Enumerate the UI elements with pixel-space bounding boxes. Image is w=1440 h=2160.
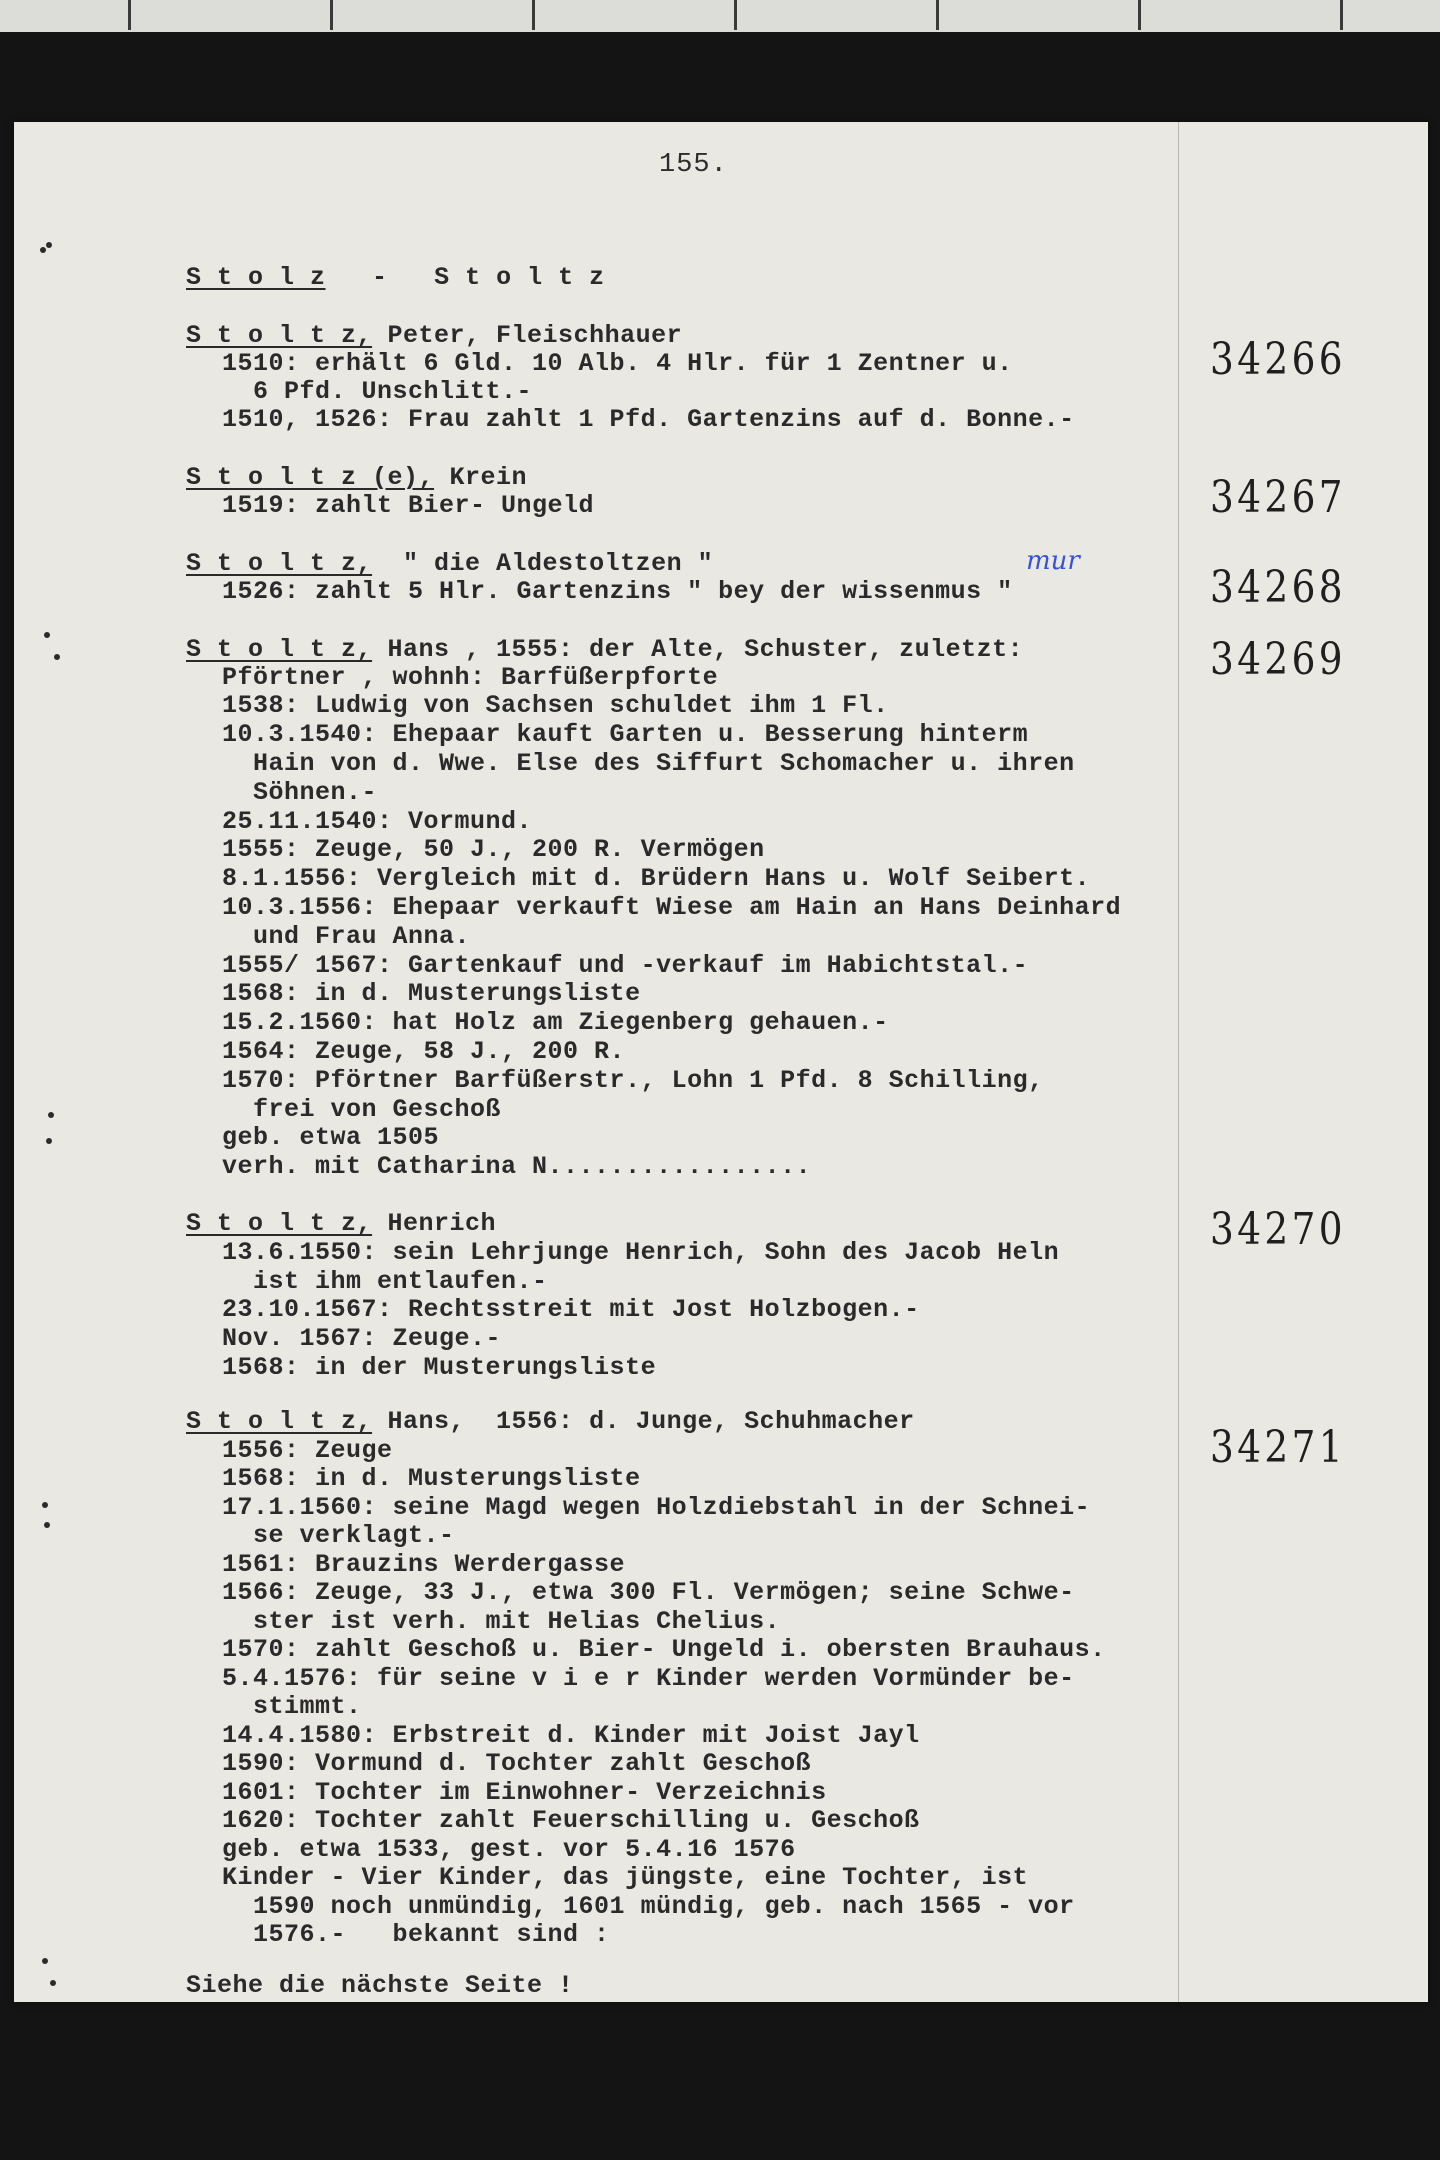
entry-line: ist ihm entlaufen.- (222, 1267, 548, 1296)
entry-title (186, 550, 713, 578)
entry-line: 1555/ 1567: Gartenkauf und -verkauf im Habichtstal.- (222, 951, 1029, 980)
surname: S t o l t z (e), (186, 463, 435, 492)
punch-hole (44, 632, 50, 638)
entry-line: 15.2.1560: hat Holz am Ziegenberg gehauen.- (222, 1008, 889, 1037)
title-details: Hans , 1555: der Alte, Schuster, zuletzt: (372, 635, 1024, 664)
entry-line: 23.10.1567: Rechtsstreit mit Jost Holzbogen.- (222, 1295, 920, 1324)
entry-line: 1526: zahlt 5 Hlr. Gartenzins " bey der wissenmus " (222, 577, 1013, 606)
punch-hole (48, 1112, 54, 1118)
strip-tick (1138, 0, 1141, 30)
page-number: 155. (659, 150, 728, 180)
entry-line: 10.3.1556: Ehepaar verkauft Wiese am Hain an Hans Deinhard (222, 893, 1122, 922)
punch-hole (54, 654, 60, 660)
heading-left: S t o l z (186, 263, 326, 292)
title-details: Krein (434, 463, 528, 492)
reference-number: 34266 (1210, 334, 1346, 385)
punch-hole (44, 1522, 50, 1528)
entry-line: 1576.- bekannt sind : (222, 1920, 610, 1949)
entry-line: geb. etwa 1505 (222, 1123, 440, 1152)
entry-line: 5.4.1576: für seine v i e r Kinder werden Vormünder be- (222, 1664, 1075, 1693)
entry-line: 1590: Vormund d. Tochter zahlt Geschoß (222, 1749, 812, 1778)
entry-line: Hain von d. Wwe. Else des Siffurt Schomacher u. ihren (222, 749, 1075, 778)
entry-line: 6 Pfd. Unschlitt.- (222, 377, 533, 406)
entry-line: se verklagt.- (222, 1521, 455, 1550)
entry-line: Söhnen.- (222, 778, 378, 807)
punch-hole (50, 1980, 56, 1986)
surname: S t o l t z, (186, 321, 373, 350)
surname: S t o l t z, (186, 1407, 373, 1436)
entry-line: 1590 noch unmündig, 1601 mündig, geb. nach 1565 - vor (222, 1892, 1075, 1921)
entry-line: 1561: Brauzins Werdergasse (222, 1550, 626, 1579)
strip-tick (936, 0, 939, 30)
punch-hole (42, 1502, 48, 1508)
entry-line: geb. etwa 1533, gest. vor 5.4.16 1576 (222, 1835, 796, 1864)
title-details: Henrich (372, 1209, 497, 1238)
entry-line: 1555: Zeuge, 50 J., 200 R. Vermögen (222, 835, 765, 864)
entry-title (186, 1210, 496, 1238)
entry-line: frei von Geschoß (222, 1095, 502, 1124)
title-details: Hans, 1556: d. Junge, Schuhmacher (372, 1407, 915, 1436)
entry-line: 1566: Zeuge, 33 J., etwa 300 Fl. Vermögen; seine Schwe- (222, 1578, 1075, 1607)
entry-line: und Frau Anna. (222, 922, 471, 951)
heading-dash: - (372, 263, 388, 292)
entry-line: 25.11.1540: Vormund. (222, 807, 533, 836)
strip-tick (330, 0, 333, 30)
reference-number: 34268 (1210, 562, 1346, 613)
entry-line: 1519: zahlt Bier- Ungeld (222, 491, 595, 520)
reference-number: 34270 (1210, 1204, 1346, 1255)
margin-line (1178, 122, 1179, 2002)
heading-right: S t o l t z (434, 263, 605, 292)
entry-line: 1564: Zeuge, 58 J., 200 R. (222, 1037, 626, 1066)
strip-tick (532, 0, 535, 30)
punch-hole (42, 1958, 48, 1964)
entry-title (186, 1408, 915, 1436)
entry-line: Pförtner , wohnh: Barfüßerpforte (222, 663, 719, 692)
entry-line: 1568: in d. Musterungsliste (222, 1464, 641, 1493)
entry-line: 13.6.1550: sein Lehrjunge Henrich, Sohn des Jacob Heln (222, 1238, 1060, 1267)
entry-line: Kinder - Vier Kinder, das jüngste, eine Tochter, ist (222, 1863, 1029, 1892)
punch-hole (40, 247, 46, 253)
scanner-top-strip (0, 0, 1440, 32)
entry-line: 1620: Tochter zahlt Feuerschilling u. Geschoß (222, 1806, 920, 1835)
reference-number: 34267 (1210, 472, 1346, 523)
footer-note: Siehe die nächste Seite ! (186, 1971, 574, 2000)
title-details: Peter, Fleischhauer (372, 321, 683, 350)
entry-line: 1510: erhält 6 Gld. 10 Alb. 4 Hlr. für 1 Zentner u. (222, 349, 1013, 378)
punch-hole (46, 1138, 52, 1144)
surname: S t o l t z, (186, 635, 373, 664)
entry-line: 1570: zahlt Geschoß u. Bier- Ungeld i. obersten Brauhaus. (222, 1635, 1106, 1664)
entry-title (186, 464, 527, 492)
title-details: " die Aldestoltzen " (372, 549, 714, 578)
entry-line: 8.1.1556: Vergleich mit d. Brüdern Hans u. Wolf Seibert. (222, 864, 1091, 893)
handwritten-correction: mur (1026, 546, 1080, 576)
strip-tick (128, 0, 131, 30)
entry-title (186, 636, 1023, 664)
document-page (14, 122, 1428, 2002)
entry-line: 1538: Ludwig von Sachsen schuldet ihm 1 Fl. (222, 691, 889, 720)
entry-line: stimmt. (222, 1692, 362, 1721)
punch-hole (46, 242, 52, 248)
entry-line: 1601: Tochter im Einwohner- Verzeichnis (222, 1778, 827, 1807)
entry-line: 1510, 1526: Frau zahlt 1 Pfd. Gartenzins auf d. Bonne.- (222, 405, 1075, 434)
reference-number: 34271 (1210, 1422, 1346, 1473)
entry-line: 1570: Pförtner Barfüßerstr., Lohn 1 Pfd. 8 Schilling, (222, 1066, 1044, 1095)
entry-line: 1556: Zeuge (222, 1436, 393, 1465)
entry-line: verh. mit Catharina N................. (222, 1152, 812, 1181)
reference-number: 34269 (1210, 634, 1346, 685)
entry-line: 17.1.1560: seine Magd wegen Holzdiebstahl in der Schnei- (222, 1493, 1091, 1522)
entry-line: 1568: in d. Musterungsliste (222, 979, 641, 1008)
surname: S t o l t z, (186, 549, 373, 578)
strip-tick (1340, 0, 1343, 30)
strip-tick (734, 0, 737, 30)
entry-line: ster ist verh. mit Helias Chelius. (222, 1607, 781, 1636)
entry-line: 10.3.1540: Ehepaar kauft Garten u. Besserung hinterm (222, 720, 1029, 749)
entry-line: Nov. 1567: Zeuge.- (222, 1324, 502, 1353)
surname: S t o l t z, (186, 1209, 373, 1238)
entry-line: 1568: in der Musterungsliste (222, 1353, 657, 1382)
entry-line: 14.4.1580: Erbstreit d. Kinder mit Joist Jayl (222, 1721, 920, 1750)
entry-title (186, 322, 682, 350)
page-heading (186, 264, 605, 292)
